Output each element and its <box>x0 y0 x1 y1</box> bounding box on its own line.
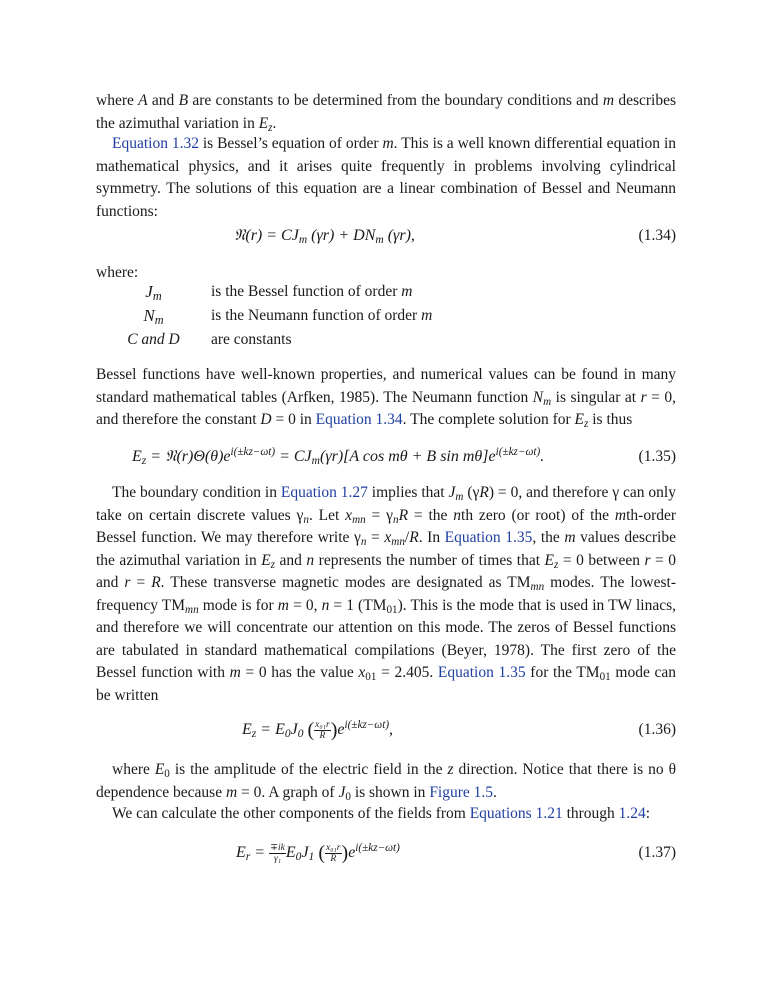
equation-link[interactable]: Equation 1.27 <box>280 484 368 501</box>
definition-text: are constants <box>211 330 292 348</box>
paragraph-5: where $E_0$ is the amplitude of the electric field in the z direction. Notice that there is no θ dependence because m = 0. A graph of $J_0$ is shown in Figure 1.5. <box>96 761 676 803</box>
equation-number: (1.37) <box>638 844 676 861</box>
equation-1-37 <box>96 842 676 872</box>
fraction: $\frac{\mp ik}{\text{γ₁}}$ <box>270 842 285 864</box>
equation-body: $E_z = E_0J_0$ ( $\frac{\text{x₀₁r}}{R}$ )$e^{i(\pm kz-\omega t)}$, <box>242 719 394 741</box>
definitions-list <box>96 280 432 352</box>
fraction: $\frac{\text{x₀₁r}}{R}$ <box>315 719 330 741</box>
definition-row <box>96 304 432 328</box>
definition-text: is the Bessel function of order m <box>211 282 413 300</box>
paragraph-6: We can calculate the other components of the fields from Equations 1.21 through 1.24: <box>112 805 651 822</box>
equation-link[interactable]: Equation 1.35 <box>437 664 526 681</box>
paragraph-3: Bessel functions have well-known properties, and numerical values can be found in many standard mathematical tables (Arfken, 1985). The Neumann function $N_m$ is singular at r = 0, and therefore the constant D = 0 in Equation 1.34. The complete solution for $E_z$ is thus <box>96 366 676 430</box>
definition-text: is the Neumann function of order m <box>211 306 433 324</box>
where-label: where: <box>96 264 139 281</box>
equation-body: $E_r$ = $\frac{\mp ik}{\text{γ₁}}$ $E_0J_1$ ( $\frac{\text{x₀₁r}}{R}$ )$e^{i(\pm kz-\omega t)}$ <box>236 842 400 864</box>
paragraph-2: Equation 1.32 is Bessel’s equation of order m. This is a well known differential equation in mathematical physics, and it arises quite frequently in problems involving cylindrical symmetry. The solutions of this equation are a linear combination of Bessel and Neumann functions: <box>96 135 677 220</box>
equation-1-36 <box>96 719 676 749</box>
figure-link[interactable]: Figure 1.5 <box>429 783 494 801</box>
equation-number: (1.34) <box>638 227 676 244</box>
equation-body: 𝔑(r) = $CJ_m$ $(\gamma r) + DN_m$ (γr), <box>234 227 415 246</box>
equation-link[interactable]: Equation 1.35 <box>444 529 533 546</box>
equation-1-34 <box>96 225 676 255</box>
definition-symbol: C and D <box>127 330 180 348</box>
equation-body: $E_z$ = $𝔑(r)\Theta(\theta)e^{i(\pm kz-\omega t)} = CJ_m(\gamma r)[A$ cos mθ + B $\sin m\theta]e^{i(\pm kz-\omega t)}$. <box>132 446 545 467</box>
equation-1-35 <box>96 446 676 476</box>
equation-number: (1.35) <box>638 448 676 465</box>
definition-symbol: $J_m$ <box>145 281 162 303</box>
equation-link[interactable]: Equation 1.34 <box>315 411 403 428</box>
definition-row <box>96 328 432 352</box>
paragraph-1: where A and B are constants to be determined from the boundary conditions and m describes the azimuthal variation in $E_z$. <box>96 92 676 134</box>
equation-link[interactable]: 1.24 <box>618 805 646 822</box>
paragraph-4: The boundary condition in Equation 1.27 implies that $J_m$ (γR) = 0, and therefore γ can only take on certain discrete values $\gamma_n$. Let $x_{mn} = \gamma_nR$ = the nth zero (or root) of the mth-order Bessel function. We may therefore write $\gamma_n = x_{mn}/R$. In Equation 1.35, the m values describe the azimuthal variation in $E_z$ and n represents the number of times that $E_z = 0$ between r = 0 and r = R. These transverse magnetic modes are designated as $TM_{mn}$ modes. The lowest-frequency $TM_{mn}$ mode is for m = 0, n = 1 $(TM_{01})$. This is the mode that is used in TW linacs, and therefore we will concentrate our attention on this mode. The zeros of Bessel functions are tabulated in standard mathematical compilations (Beyer, 1978). The first zero of the Bessel function with m = 0 has the value $x_{01} = 2.405$. Equation 1.35 for the $TM_{01}$ mode can be written <box>96 484 677 704</box>
equation-link[interactable]: Equation 1.32 <box>112 135 199 152</box>
definition-symbol: $N_m$ <box>143 305 164 327</box>
fraction: $\frac{\text{x₀₁r}}{R}$ <box>325 842 341 864</box>
equation-number: (1.36) <box>638 721 676 738</box>
equation-link[interactable]: Equations 1.21 <box>469 805 563 822</box>
definition-row <box>96 280 432 304</box>
